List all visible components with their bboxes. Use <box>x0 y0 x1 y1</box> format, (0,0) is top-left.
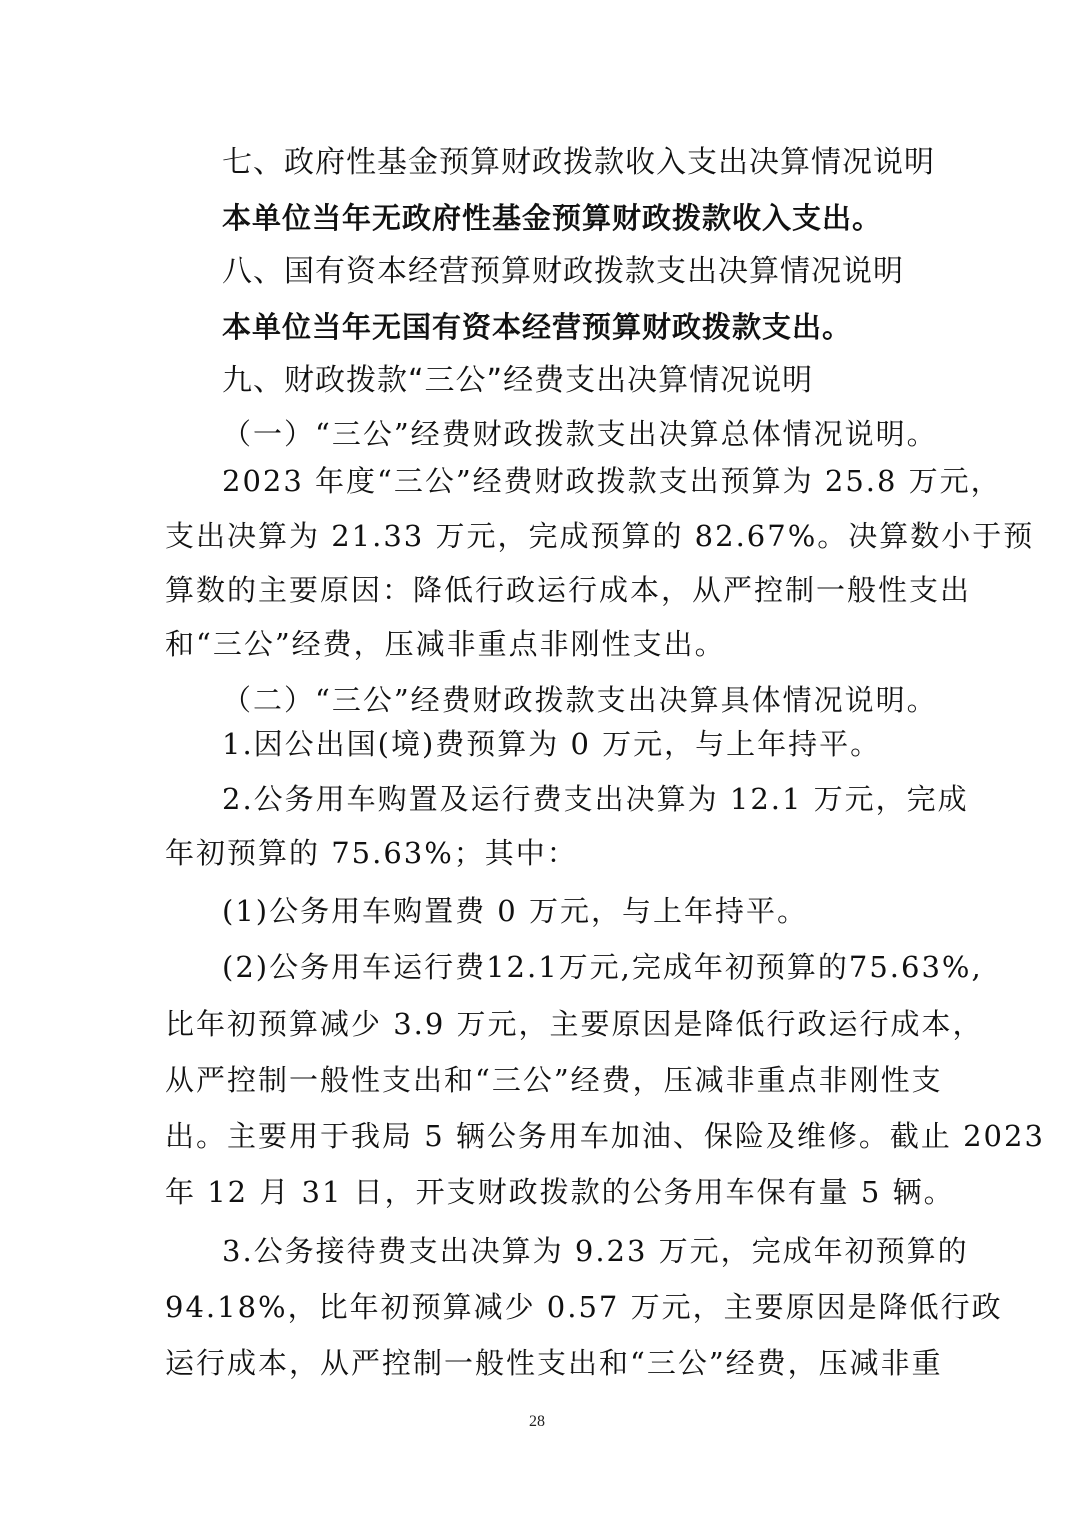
section-8-heading: 八、国有资本经营预算财政拨款支出决算情况说明 <box>222 254 904 289</box>
paragraph-line: (1)公务用车购置费 0 万元，与上年持平。 <box>222 894 808 928</box>
subsection-2-heading: （二）“三公”经费财政拨款支出决算具体情况说明。 <box>222 683 938 717</box>
paragraph-line: 和“三公”经费，压减非重点非刚性支出。 <box>165 627 726 661</box>
section-8-text: 本单位当年无国有资本经营预算财政拨款支出。 <box>222 310 853 344</box>
paragraph-line: 支出决算为 21.33 万元，完成预算的 82.67%。决算数小于预 <box>165 519 1035 553</box>
paragraph-line: (2)公务用车运行费12.1万元,完成年初预算的75.63%, <box>222 950 983 984</box>
paragraph-line: 94.18%，比年初预算减少 0.57 万元，主要原因是降低行政 <box>165 1290 1003 1324</box>
page-number: 28 <box>529 1413 545 1430</box>
section-7-heading: 七、政府性基金预算财政拨款收入支出决算情况说明 <box>222 145 935 180</box>
paragraph-line: 出。主要用于我局 5 辆公务用车加油、保险及维修。截止 2023 <box>165 1119 1045 1153</box>
paragraph-line: 3.公务接待费支出决算为 9.23 万元，完成年初预算的 <box>222 1234 969 1268</box>
paragraph-line: 算数的主要原因：降低行政运行成本，从严控制一般性支出 <box>165 573 972 607</box>
paragraph-line: 年初预算的 75.63%；其中： <box>165 836 578 870</box>
paragraph-line: 从严控制一般性支出和“三公”经费，压减非重点非刚性支 <box>165 1063 943 1097</box>
paragraph-line: 1.因公出国(境)费预算为 0 万元，与上年持平。 <box>222 727 882 761</box>
subsection-1-heading: （一）“三公”经费财政拨款支出决算总体情况说明。 <box>222 417 938 451</box>
paragraph-line: 年 12 月 31 日，开支财政拨款的公务用车保有量 5 辆。 <box>165 1175 955 1209</box>
section-7-text: 本单位当年无政府性基金预算财政拨款收入支出。 <box>222 201 883 235</box>
paragraph-line: 比年初预算减少 3.9 万元，主要原因是降低行政运行成本， <box>165 1007 984 1041</box>
paragraph-line: 运行成本，从严控制一般性支出和“三公”经费，压减非重 <box>165 1346 943 1380</box>
paragraph-line: 2023 年度“三公”经费财政拨款支出预算为 25.8 万元， <box>222 464 1002 498</box>
section-9-heading: 九、财政拨款“三公”经费支出决算情况说明 <box>222 363 814 398</box>
paragraph-line: 2.公务用车购置及运行费支出决算为 12.1 万元，完成 <box>222 782 969 816</box>
